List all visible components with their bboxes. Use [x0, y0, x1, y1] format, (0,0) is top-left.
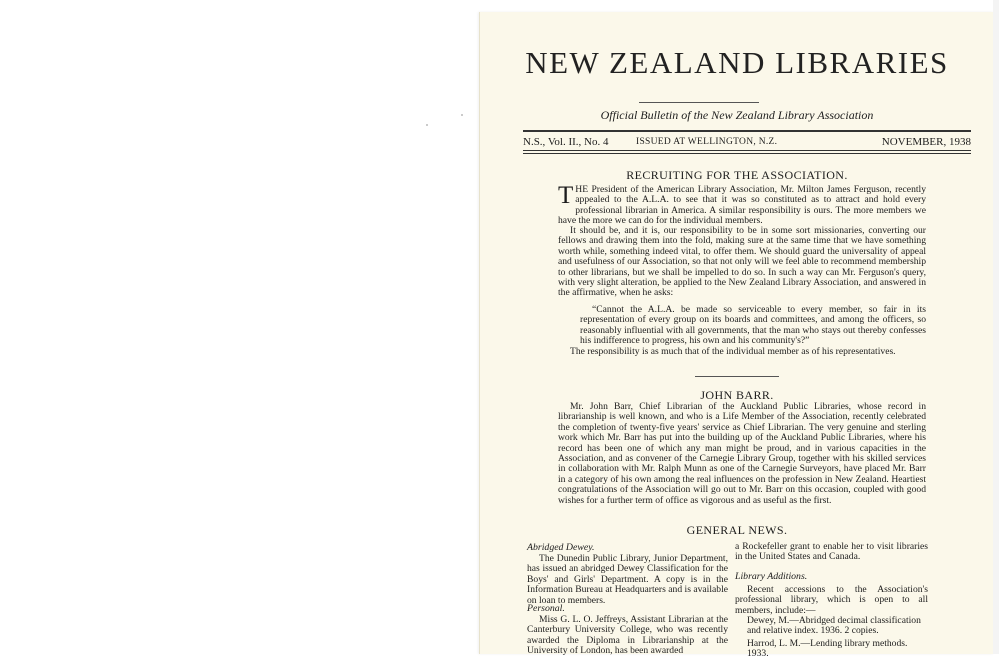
paragraph-text: HE President of the American Library Association, Mr. Milton James Ferguson, recently appealed to the A.L.A. to see that it was so constituted as to attract and hold every professional librarian in America. A similar responsibility is ours. The more members we have the more we can do for the individual members.: [558, 184, 926, 227]
article-heading-recruiting: RECRUITING FOR THE ASSOCIATION.: [626, 168, 848, 182]
drop-cap: T: [558, 182, 574, 209]
masthead-title: NEW ZEALAND LIBRARIES: [525, 45, 949, 80]
article-paragraph: Mr. John Barr, Chief Librarian of the Auckland Public Libraries, whose record in librarianship is well known, and who is a Life Member of the Association, recently celebrated the completion of twenty-five years' service as Chief Librarian. The very genuine and sterling work which Mr. Barr has put into the building up of the Auckland Public Libraries, where his record has been one of which any man might be proud, and in various capacities in the Association, and as convener of the Carnegie Library Group, together with his skilled services in collaboration with Mr. Ralph Munn as one of the Carnegie Surveyors, have placed Mr. Barr in a category of his own among the real influences on the profession in New Zealand. Heartiest congratulations of the Association will go out to Mr. Barr on this occasion, coupled with good wishes for a further term of office as vigorous and as useful as the first.: [558, 401, 926, 506]
news-text: Miss G. L. O. Jeffreys, Assistant Librarian at the Canterbury University College, who was recently awarded the Diploma in Librarianship at the University of London, has been awarded: [527, 614, 728, 657]
news-list-item: Dewey, M.—Abridged decimal classification and relative index. 1936. 2 copies.: [747, 615, 921, 637]
news-subheading: Library Additions.: [735, 571, 808, 582]
article-paragraph: It should be, and it is, our responsibility to be in some sort missionaries, converting our fellows and drawing them into the fold, making sure at the same time that we have something worth while, something indeed vital, to offer them. We should guard the universality of appeal and usefulness of our Association, so that not only will we feel able to recommend membership to other librarians, but we shall be impelled to do so. In such a way can Mr. Ferguson's query, with very slight alteration, be applied to the New Zealand Library Association, and answered in the affirmative, when he asks:: [558, 225, 926, 299]
article-paragraph: The responsibility is as much that of the individual member as of his representatives.: [570, 346, 896, 357]
bulletin-page: [479, 12, 994, 660]
blank-left-page: [0, 0, 478, 654]
news-text: a Rockefeller grant to enable her to visit libraries in the United States and Canada.: [735, 541, 928, 563]
news-subheading: Personal.: [527, 603, 565, 614]
article-paragraph: [558, 182, 926, 227]
issue-top-rule: [523, 130, 971, 132]
scan-speck: [461, 114, 463, 116]
news-list-item: Harrod, L. M.—Lending library methods. 1933.: [747, 638, 908, 660]
section-divider: [695, 376, 779, 377]
masthead-divider: [639, 102, 759, 103]
section-heading-general-news: GENERAL NEWS.: [686, 523, 788, 537]
issue-bottom-rule-2: [523, 153, 971, 154]
masthead-subtitle: Official Bulletin of the New Zealand Library Association: [600, 108, 874, 122]
scan-speck: [426, 124, 428, 126]
news-text: Recent accessions to the Association's professional library, which is open to all members, include:—: [735, 584, 928, 616]
issue-volume: N.S., Vol. II., No. 4: [523, 136, 609, 148]
scan-edge: [993, 0, 999, 654]
news-subheading: Abridged Dewey.: [527, 542, 595, 553]
issue-place: ISSUED AT WELLINGTON, N.Z.: [636, 137, 778, 147]
article-heading-john-barr: JOHN BARR.: [700, 388, 774, 402]
issue-date: NOVEMBER, 1938: [881, 136, 971, 148]
article-quote: “Cannot the A.L.A. be made so serviceable to every member, so fair in its representation of every group on its boards and committees, and among the officers, so reasonably influential with all governments, that the man who stays out thereby confesses his indifference to progress, his own and his community's?”: [580, 304, 926, 347]
news-text: The Dunedin Public Library, Junior Department, has issued an abridged Dewey Classification for the Boys' and Girls' Department. A copy is in the Information Bureau at Headquarters and is available on loan to members.: [527, 553, 728, 606]
issue-bottom-rule: [523, 150, 971, 151]
